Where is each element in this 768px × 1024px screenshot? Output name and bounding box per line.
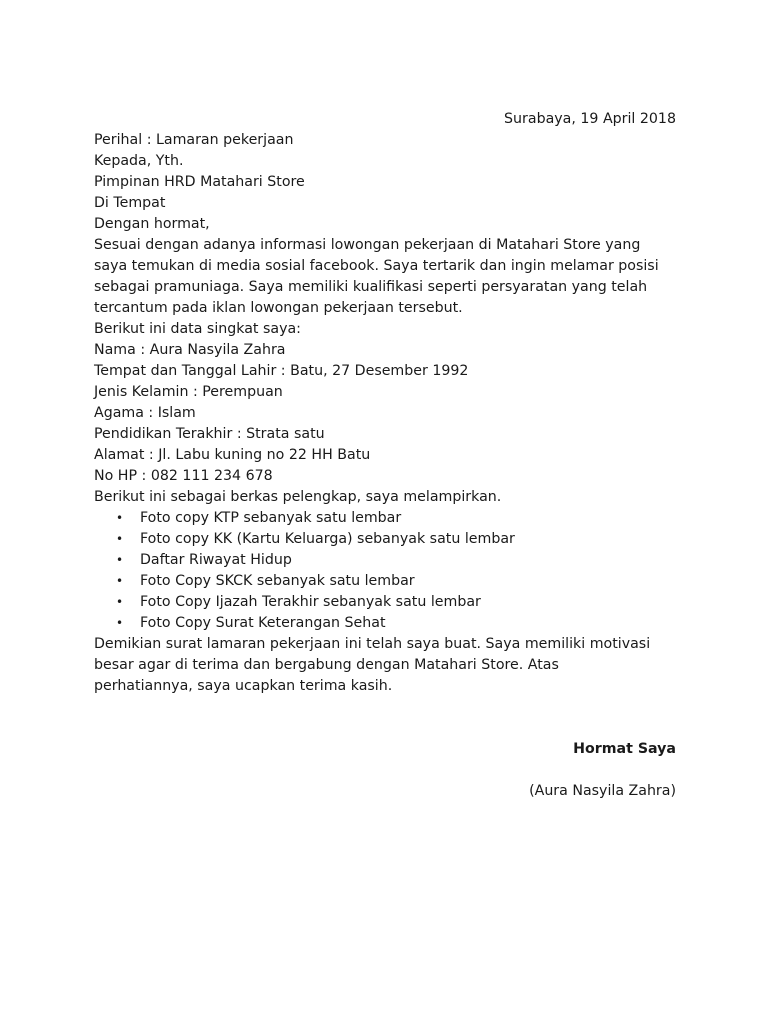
personal-data-item: Tempat dan Tanggal Lahir : Batu, 27 Desember 1992 (94, 363, 469, 379)
personal-data-list (94, 340, 676, 487)
personal-data-item: Jenis Kelamin : Perempuan (94, 384, 283, 400)
letter-body (94, 109, 676, 802)
bullet-icon: • (116, 595, 124, 609)
list-item (94, 529, 676, 550)
attachment-label: Foto copy KK (Kartu Keluarga) sebanyak satu lembar (140, 531, 515, 547)
letter-date: Surabaya, 19 April 2018 (504, 111, 676, 127)
personal-data-item: Alamat : Jl. Labu kuning no 22 HH Batu (94, 447, 371, 463)
bullet-icon: • (116, 532, 124, 546)
attachment-label: Foto Copy Ijazah Terakhir sebanyak satu lembar (140, 594, 481, 610)
personal-data-item: Nama : Aura Nasyila Zahra (94, 342, 286, 358)
recipient-salutation: Kepada, Yth. (94, 153, 184, 169)
attachment-label: Foto Copy SKCK sebanyak satu lembar (140, 573, 415, 589)
signature-name: (Aura Nasyila Zahra) (529, 783, 676, 799)
personal-data-item: Pendidikan Terakhir : Strata satu (94, 426, 325, 442)
bullet-icon: • (116, 511, 124, 525)
closing-paragraph (94, 634, 676, 697)
greeting: Dengan hormat, (94, 216, 210, 232)
list-item (94, 592, 676, 613)
closing-line: perhatiannya, saya ucapkan terima kasih. (94, 678, 393, 694)
intro-line: saya temukan di media sosial facebook. Saya tertarik dan ingin melamar posisi (94, 258, 659, 274)
attachment-label: Foto copy KTP sebanyak satu lembar (140, 510, 402, 526)
recipient-location: Di Tempat (94, 195, 166, 211)
intro-line: Sesuai dengan adanya informasi lowongan pekerjaan di Matahari Store yang (94, 237, 641, 253)
personal-data-item: Agama : Islam (94, 405, 196, 421)
personal-data-item: No HP : 082 111 234 678 (94, 468, 273, 484)
intro-line: tercantum pada iklan lowongan pekerjaan tersebut. (94, 300, 463, 316)
attachments-intro: Berikut ini sebagai berkas pelengkap, saya melampirkan. (94, 489, 502, 505)
bullet-icon: • (116, 553, 124, 567)
list-item (94, 613, 676, 634)
attachments-list (94, 508, 676, 634)
bullet-icon: • (116, 574, 124, 588)
bullet-icon: • (116, 616, 124, 630)
list-item (94, 550, 676, 571)
closing-line: Demikian surat lamaran pekerjaan ini telah saya buat. Saya memiliki motivasi (94, 636, 651, 652)
recipient-name: Pimpinan HRD Matahari Store (94, 174, 305, 190)
attachment-label: Daftar Riwayat Hidup (140, 552, 292, 568)
sign-off: Hormat Saya (573, 741, 676, 757)
list-item (94, 508, 676, 529)
intro-line: sebagai pramuniaga. Saya memiliki kualifikasi seperti persyaratan yang telah (94, 279, 648, 295)
list-item (94, 571, 676, 592)
attachment-label: Foto Copy Surat Keterangan Sehat (140, 615, 386, 631)
letter-subject: Perihal : Lamaran pekerjaan (94, 132, 294, 148)
closing-line: besar agar di terima dan bergabung dengan Matahari Store. Atas (94, 657, 559, 673)
data-intro: Berikut ini data singkat saya: (94, 321, 301, 337)
intro-paragraph (94, 235, 676, 319)
